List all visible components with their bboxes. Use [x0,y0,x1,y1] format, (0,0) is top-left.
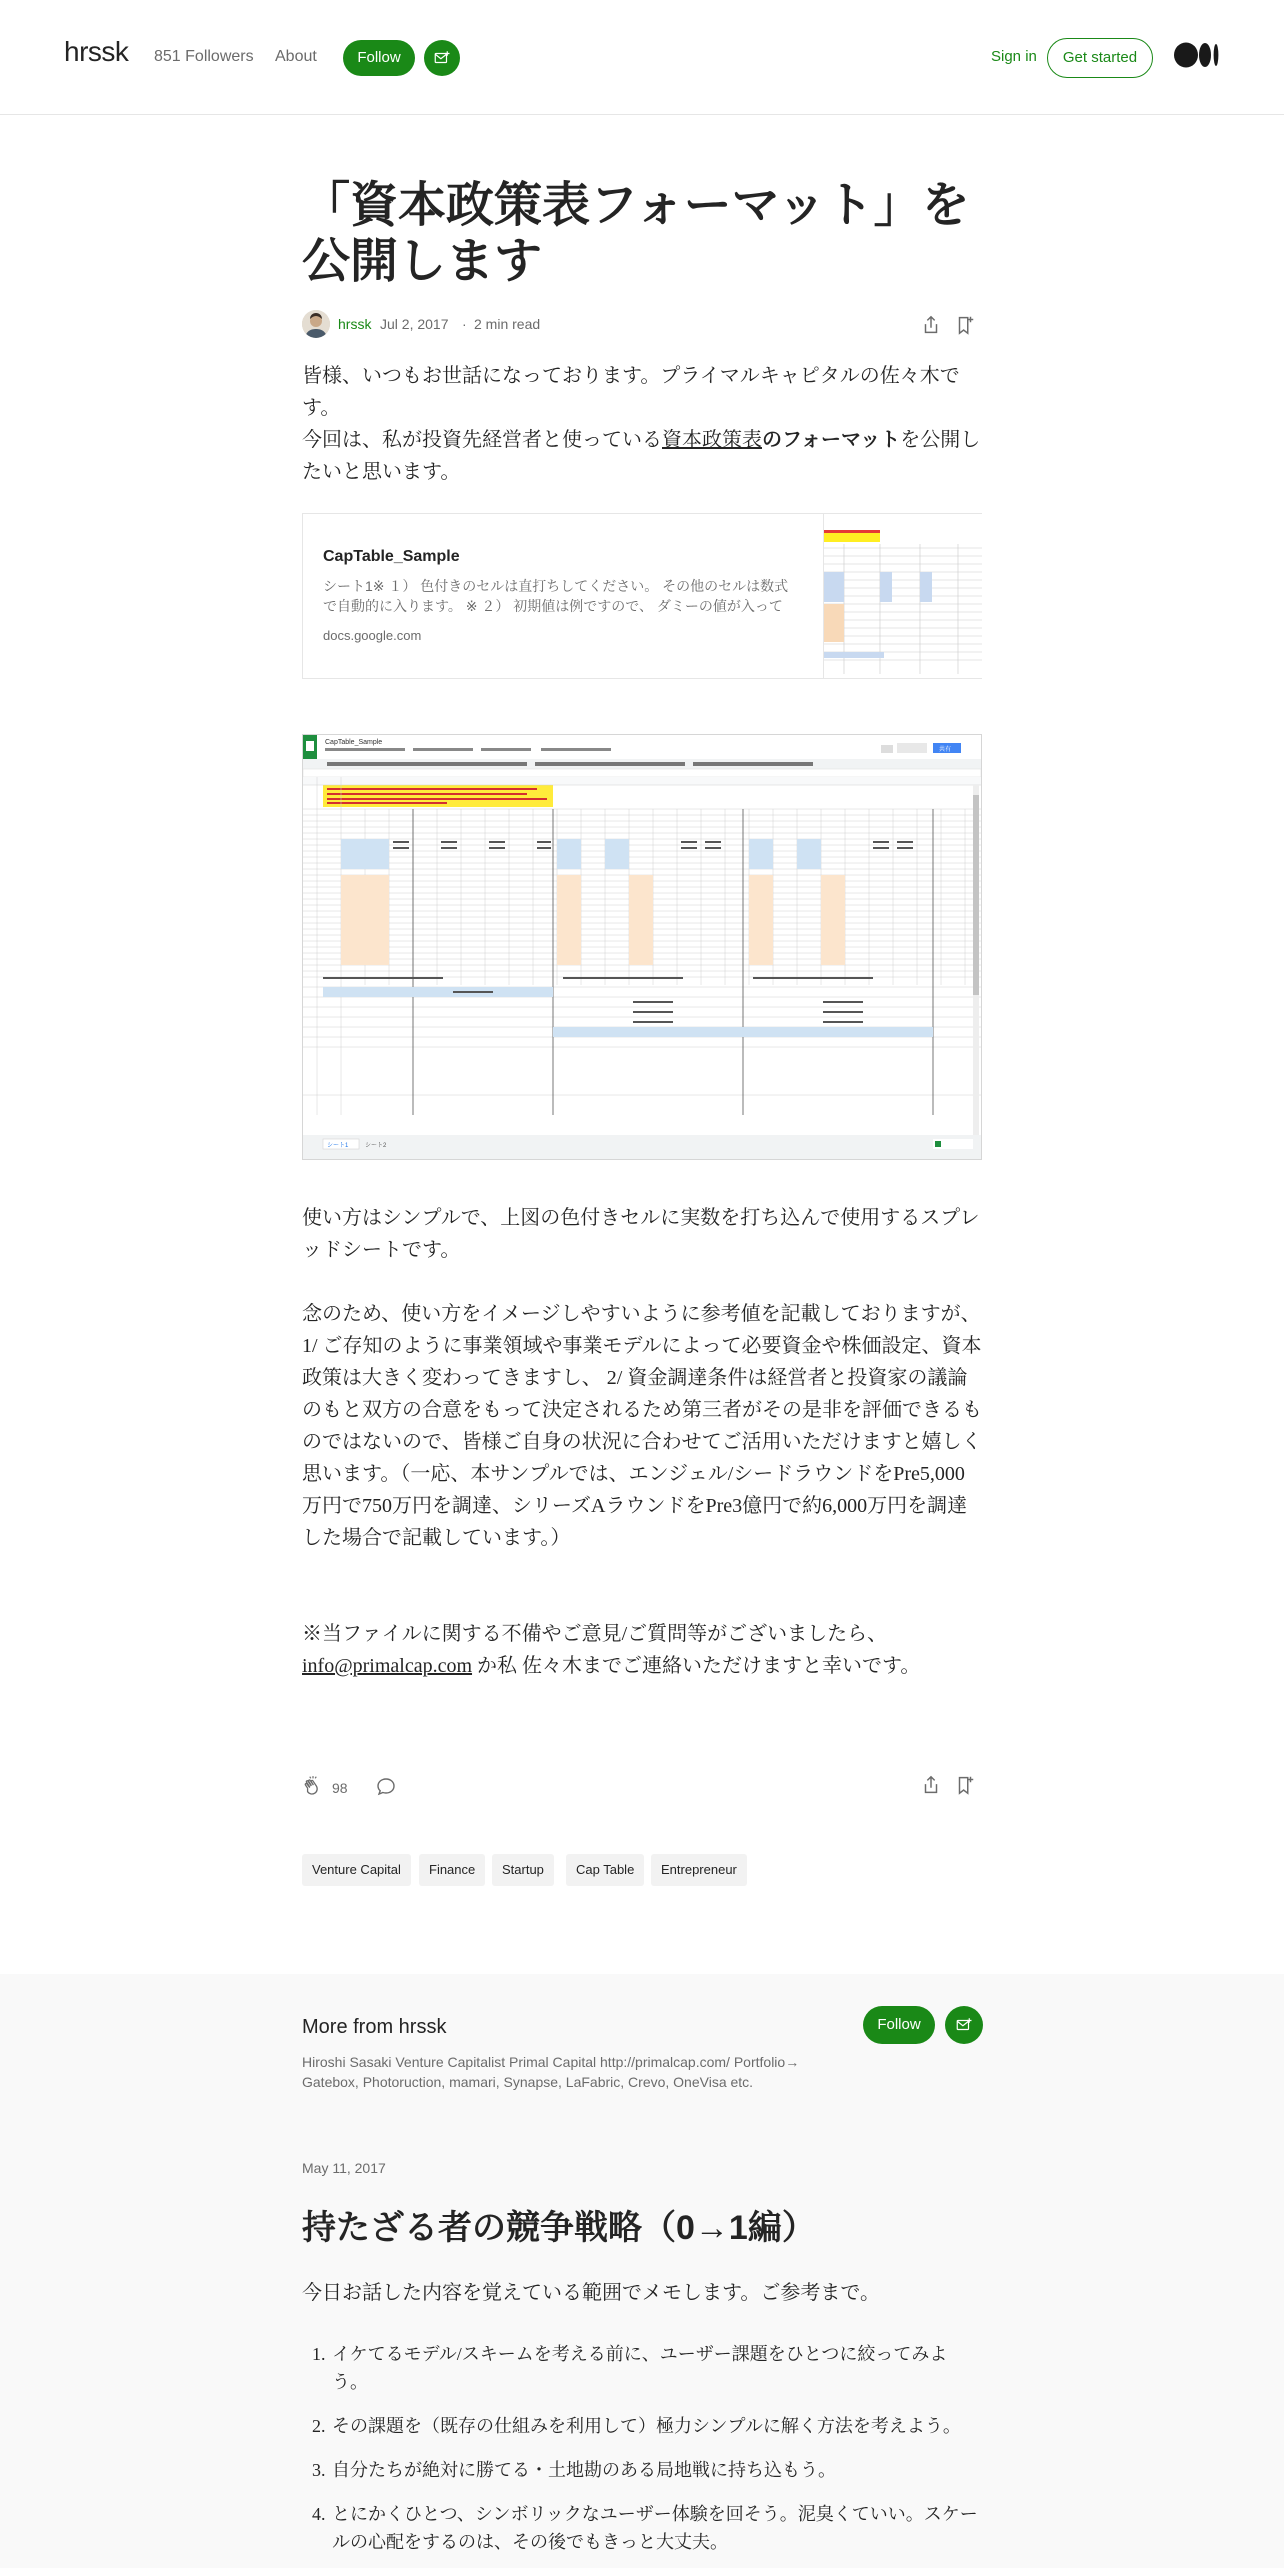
list-item-text: イケてるモデル/スキームを考える前に、ユーザー課題をひとつに絞ってみよう。 [332,2344,948,2392]
link-card-description: シート1※ １） 色付きのセルは直打ちしてください。 その他のセルは数式で自動的に入ります。 ※ ２） 初期値は例ですので、 ダミーの値が入って [323,578,789,614]
read-time: 2 min read [474,316,541,332]
tag-startup[interactable]: Startup [492,1854,554,1886]
bookmark-add-icon-bottom[interactable] [954,1774,976,1796]
tag-finance[interactable]: Finance [419,1854,485,1886]
usage-paragraph: 使い方はシンプルで、上図の色付きセルに実数を打ち込んで使用するスプレッドシートです。 [302,1207,980,1261]
follow-button-secondary[interactable]: Follow [863,2006,935,2044]
share-icon[interactable] [920,314,942,336]
mail-plus-icon-secondary [955,2016,973,2034]
article-meta [302,310,982,340]
contact-text-a: ※当ファイルに関する不備やご意見/ご質問等がございましたら、 [302,1623,888,1645]
disclaimer-paragraph: 念のため、使い方をイメージしやすいように参考値を記載しておりますが、1/ ご存知のように事業領域や事業モデルによって必要資金や株価設定、資本政策は大きく変わってきますし、 2/ 資金調達条件は経営者と投資家の議論のもと双方の合意をもって決定されるため第三者がその是非を評価できるものではないので、皆様ご自身の状況に合わせてご活用いただけますと嬉しく思います。（一応、本サンプルでは、エンジェル/シードラウンドをPre5,000万円で750万円を調達、シリーズAラウンドをPre3億円で約6,000万円を調達した場合で記載しています。） [302,1303,982,1549]
intro-paragraph-2 [302,424,982,488]
followers-count-link[interactable]: 851 Followers [154,48,254,65]
list-item-text: その課題を（既存の仕組みを利用して）極力シンプルに解く方法を考えよう。 [332,2416,961,2436]
list-item [302,2456,982,2484]
list-item [302,2340,982,2396]
list-item [302,2412,982,2440]
subscribe-email-button-secondary[interactable] [945,2006,983,2044]
cap-table-link[interactable]: 資本政策表 [662,429,762,451]
intro-bold-text: のフォーマット [762,429,901,451]
share-icon-bottom[interactable] [920,1774,942,1796]
author-portrait-icon [302,310,330,338]
spreadsheet-thumbnail-icon [824,514,982,678]
link-card-thumbnail [823,514,982,678]
author-name-link[interactable]: hrssk [338,316,372,332]
list-item-number: 3. [312,2460,326,2480]
related-post-title[interactable]: 持たざる者の競争戦略（0→1編） [302,2209,816,2247]
sheet-tab-1: シート1 [327,1143,349,1149]
get-started-button[interactable]: Get started [1047,38,1153,78]
bookmark-add-icon[interactable] [954,314,976,336]
author-bio: Hiroshi Sasaki Venture Capitalist Primal Capital http://primalcap.com/ Portfolio→ Gatebox, Photoructio​n, mamari, Synapse, LaFabric, Crevo, OneVisa etc. [302,2054,800,2090]
mail-plus-icon [433,49,451,67]
spreadsheet-screenshot [302,734,982,1160]
sheet-share-label: 共有 [939,747,952,753]
follow-button[interactable]: Follow [343,40,415,76]
comment-icon[interactable] [374,1775,398,1799]
related-post-date: May 11, 2017 [302,2160,386,2176]
clap-count: 98 [332,1780,348,1796]
list-item-number: 1. [312,2344,326,2364]
more-from-section [0,1974,1284,2568]
contact-text-b: か私 佐々木までご連絡いただけますと幸いです。 [472,1655,921,1677]
link-card-title: CapTable_Sample [323,548,460,565]
tag-entrepreneur[interactable]: Entrepreneur [651,1854,747,1886]
contact-email-link[interactable]: info@primalcap.com [302,1655,473,1677]
link-preview-card[interactable] [302,513,982,679]
tag-venture-capital[interactable]: Venture Capital [302,1854,411,1886]
intro-paragraph-1: 皆様、いつもお世話になっております。プライマルキャピタルの佐々木です。 [302,365,960,419]
tag-cap-table[interactable]: Cap Table [566,1854,644,1886]
top-navigation-bar [0,0,1284,115]
related-post-list [302,2340,982,2572]
spreadsheet-image-icon [303,735,981,1159]
sheet-doc-title: CapTable_Sample [325,739,383,746]
clap-icon[interactable] [300,1774,326,1800]
subscribe-email-button[interactable] [424,40,460,76]
list-item [302,2500,982,2556]
more-from-heading: More from hrssk [302,2016,447,2038]
medium-logo-icon[interactable] [1174,42,1220,68]
publication-brand[interactable]: hrssk [64,36,129,67]
list-item-number: 4. [312,2504,326,2524]
sign-in-link[interactable]: Sign in [991,48,1037,65]
meta-separator: · [462,316,467,332]
intro-text-b: を公開したいと思います。 [302,429,981,483]
about-link[interactable]: About [275,48,317,65]
contact-paragraph [302,1618,982,1682]
related-post-subtitle: 今日お話した内容を覚えている範囲でメモします。ご参考まで。 [302,2282,880,2304]
intro-text-a: 今回は、私が投資先経営者と使っている [302,429,662,451]
list-item-text: 自分たちが絶対に勝てる・土地勘のある局地戦に持ち込もう。 [332,2460,836,2480]
link-card-domain: docs.google.com [323,628,422,643]
author-avatar[interactable] [302,310,330,338]
article-title: 「資本政策表フォーマット」を公開します [302,179,970,288]
list-item-text: とにかくひとつ、シンボリックなユーザー体験を回そう。泥臭くていい。スケールの心配をするのは、その後でもきっと大丈夫。 [332,2504,978,2552]
list-item-number: 2. [312,2416,326,2436]
publish-date: Jul 2, 2017 [380,316,449,332]
sheet-tab-2: シート2 [365,1143,387,1149]
